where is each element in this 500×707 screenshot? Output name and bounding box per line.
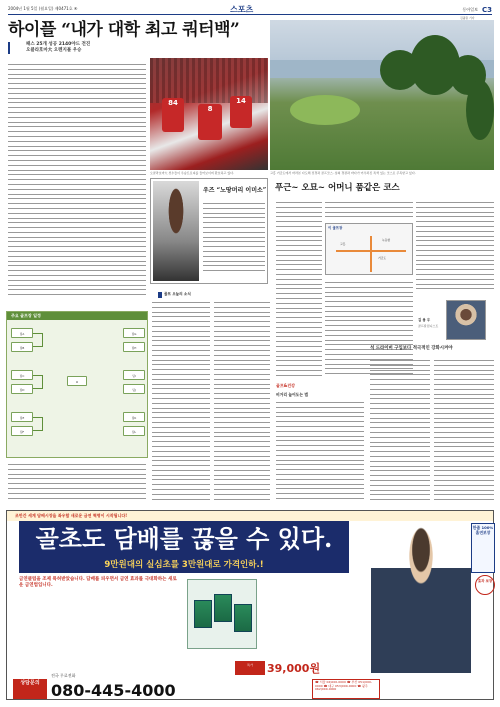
ad-price: 39,000원 <box>267 662 321 675</box>
ad-headline: 골초도 담배를 끊을 수 있다. <box>19 521 349 573</box>
golf-article-title: 푸근~ 오묘~ 어머니 품같은 코스 <box>275 183 400 193</box>
bracket-team: 팀C <box>11 370 33 380</box>
tiger-title: 우즈 “노땅머리 이미소” <box>203 187 267 194</box>
page-header <box>8 5 492 15</box>
golf-location-map <box>325 223 413 275</box>
golf-photo-caption: 고흥 거금도에서 바라본 다도해 전경과 골프코스. 섬의 경관과 바다가 어우러진 특색 있는 코스로 주목받고 있다. <box>270 171 416 175</box>
health-column-body <box>276 400 364 505</box>
ad-body-text: 금연클럽을 조제 특허받았습니다. 담배를 피우면서 금연 효과를 극대화하는 새로운 금연법입니다. <box>19 577 177 589</box>
bracket-team: 팀B <box>11 342 33 352</box>
bracket-team: 팀F <box>11 426 33 436</box>
ad-guarantee-sticker: 한줄 100% 흡연보장 <box>471 523 495 573</box>
center-column-title: 골프 오늘의 소식 <box>164 292 191 296</box>
center-column-2 <box>214 300 270 505</box>
advertisement[interactable] <box>6 510 494 700</box>
ad-stamp: 효과 보장 <box>475 575 495 595</box>
ad-phone-subtitle: 전국 무료전화 <box>51 673 76 678</box>
page-number: C3 <box>481 6 492 14</box>
map-label-3: 녹동항 <box>382 238 391 242</box>
tiger-photo <box>153 181 199 281</box>
map-tag: 이 골프장 <box>328 226 343 230</box>
bracket-team: 팀I <box>123 370 145 380</box>
main-headline: 하이플 “내가 대학 최고 쿼터백” <box>8 20 240 40</box>
ad-phone-number[interactable]: 080-445-4000 <box>51 681 176 700</box>
tiger-article <box>150 178 268 284</box>
paper-name: 동아일보 <box>462 7 478 12</box>
columnist-role: 골프칼럼니스트 <box>418 324 439 328</box>
golf-body-col-3 <box>416 200 494 295</box>
schedule-bracket <box>6 311 148 458</box>
golf-course-photo <box>270 20 494 170</box>
columnist-name: 김 용 우 <box>418 318 431 322</box>
bracket-team: 팀L <box>123 426 145 436</box>
ad-banner: 조만간 세계 담배시장을 좌우할 새로운 금연 혁명이 시작됩니다! <box>7 511 493 521</box>
map-label-1: 고흥 <box>340 242 346 246</box>
columnist-photo <box>446 300 486 340</box>
driver-column-body-2 <box>434 358 494 506</box>
bracket-team: 팀D <box>11 384 33 394</box>
bracket-title: 주요 골프장 일정 <box>7 312 147 320</box>
bracket-notes <box>8 462 146 506</box>
bracket-team: 팀H <box>123 342 145 352</box>
subhead-line-1: 패스 25개 성공 2140야드 전진 <box>26 42 91 47</box>
bracket-team: 팀E <box>11 412 33 422</box>
ad-price-label: 특가 <box>235 661 265 675</box>
bracket-team: 팀K <box>123 412 145 422</box>
column-marker <box>158 292 162 298</box>
bracket-connector <box>33 417 43 431</box>
map-label-2: 거금도 <box>378 256 387 260</box>
subhead-bar <box>8 42 10 54</box>
bracket-connector <box>33 333 43 347</box>
health-column-title: 골프&건강 <box>276 383 295 388</box>
ad-regional-contacts: ☎ 서울 02)000-0000 ☎ 부산 051)000-0000 ☎ 대구 053)000-0000 ☎ 광주 062)000-0000 <box>312 679 380 699</box>
health-column-subtitle: 비거리 늘어도는 법 <box>276 392 308 397</box>
subhead-line-2: 오클라호마大 오렌지볼 우승 <box>26 48 82 54</box>
ad-headline-2: 9만원대의 실심초를 3만원대로 가격인하.! <box>104 560 264 570</box>
main-article-body <box>8 62 146 302</box>
golf-body-col-2-top <box>325 200 413 222</box>
team-photo: 84 8 14 <box>150 58 268 170</box>
center-column-1 <box>152 300 210 505</box>
golf-body-col-1 <box>276 200 322 380</box>
main-subhead <box>26 42 90 54</box>
bracket-connector <box>33 375 43 389</box>
issue-date: 2004년 1월 5일 (월요일) 제0471호 ④ <box>8 6 78 11</box>
bracket-center: ★ <box>67 376 87 386</box>
bracket-team: 팀G <box>123 328 145 338</box>
bracket-team: 팀A <box>11 328 33 338</box>
ad-spokesperson-photo <box>371 523 471 673</box>
bracket-team: 팀J <box>123 384 145 394</box>
ad-product-image <box>187 579 257 649</box>
team-photo-caption: 오클라호마大 선수들이 우승트로피를 들어보이며 환호하고 있다. <box>150 171 235 175</box>
driver-column-title: 석 드라이버 구입보다 적극적인 강화시켜야 <box>370 346 453 351</box>
tiger-body <box>203 201 265 281</box>
ad-phone-label: 상담문의 <box>13 679 47 699</box>
golf-photo-credit: 김광원 기자 <box>460 16 475 20</box>
section-title: 스포츠 <box>230 4 254 14</box>
driver-column-body-1 <box>370 358 430 506</box>
